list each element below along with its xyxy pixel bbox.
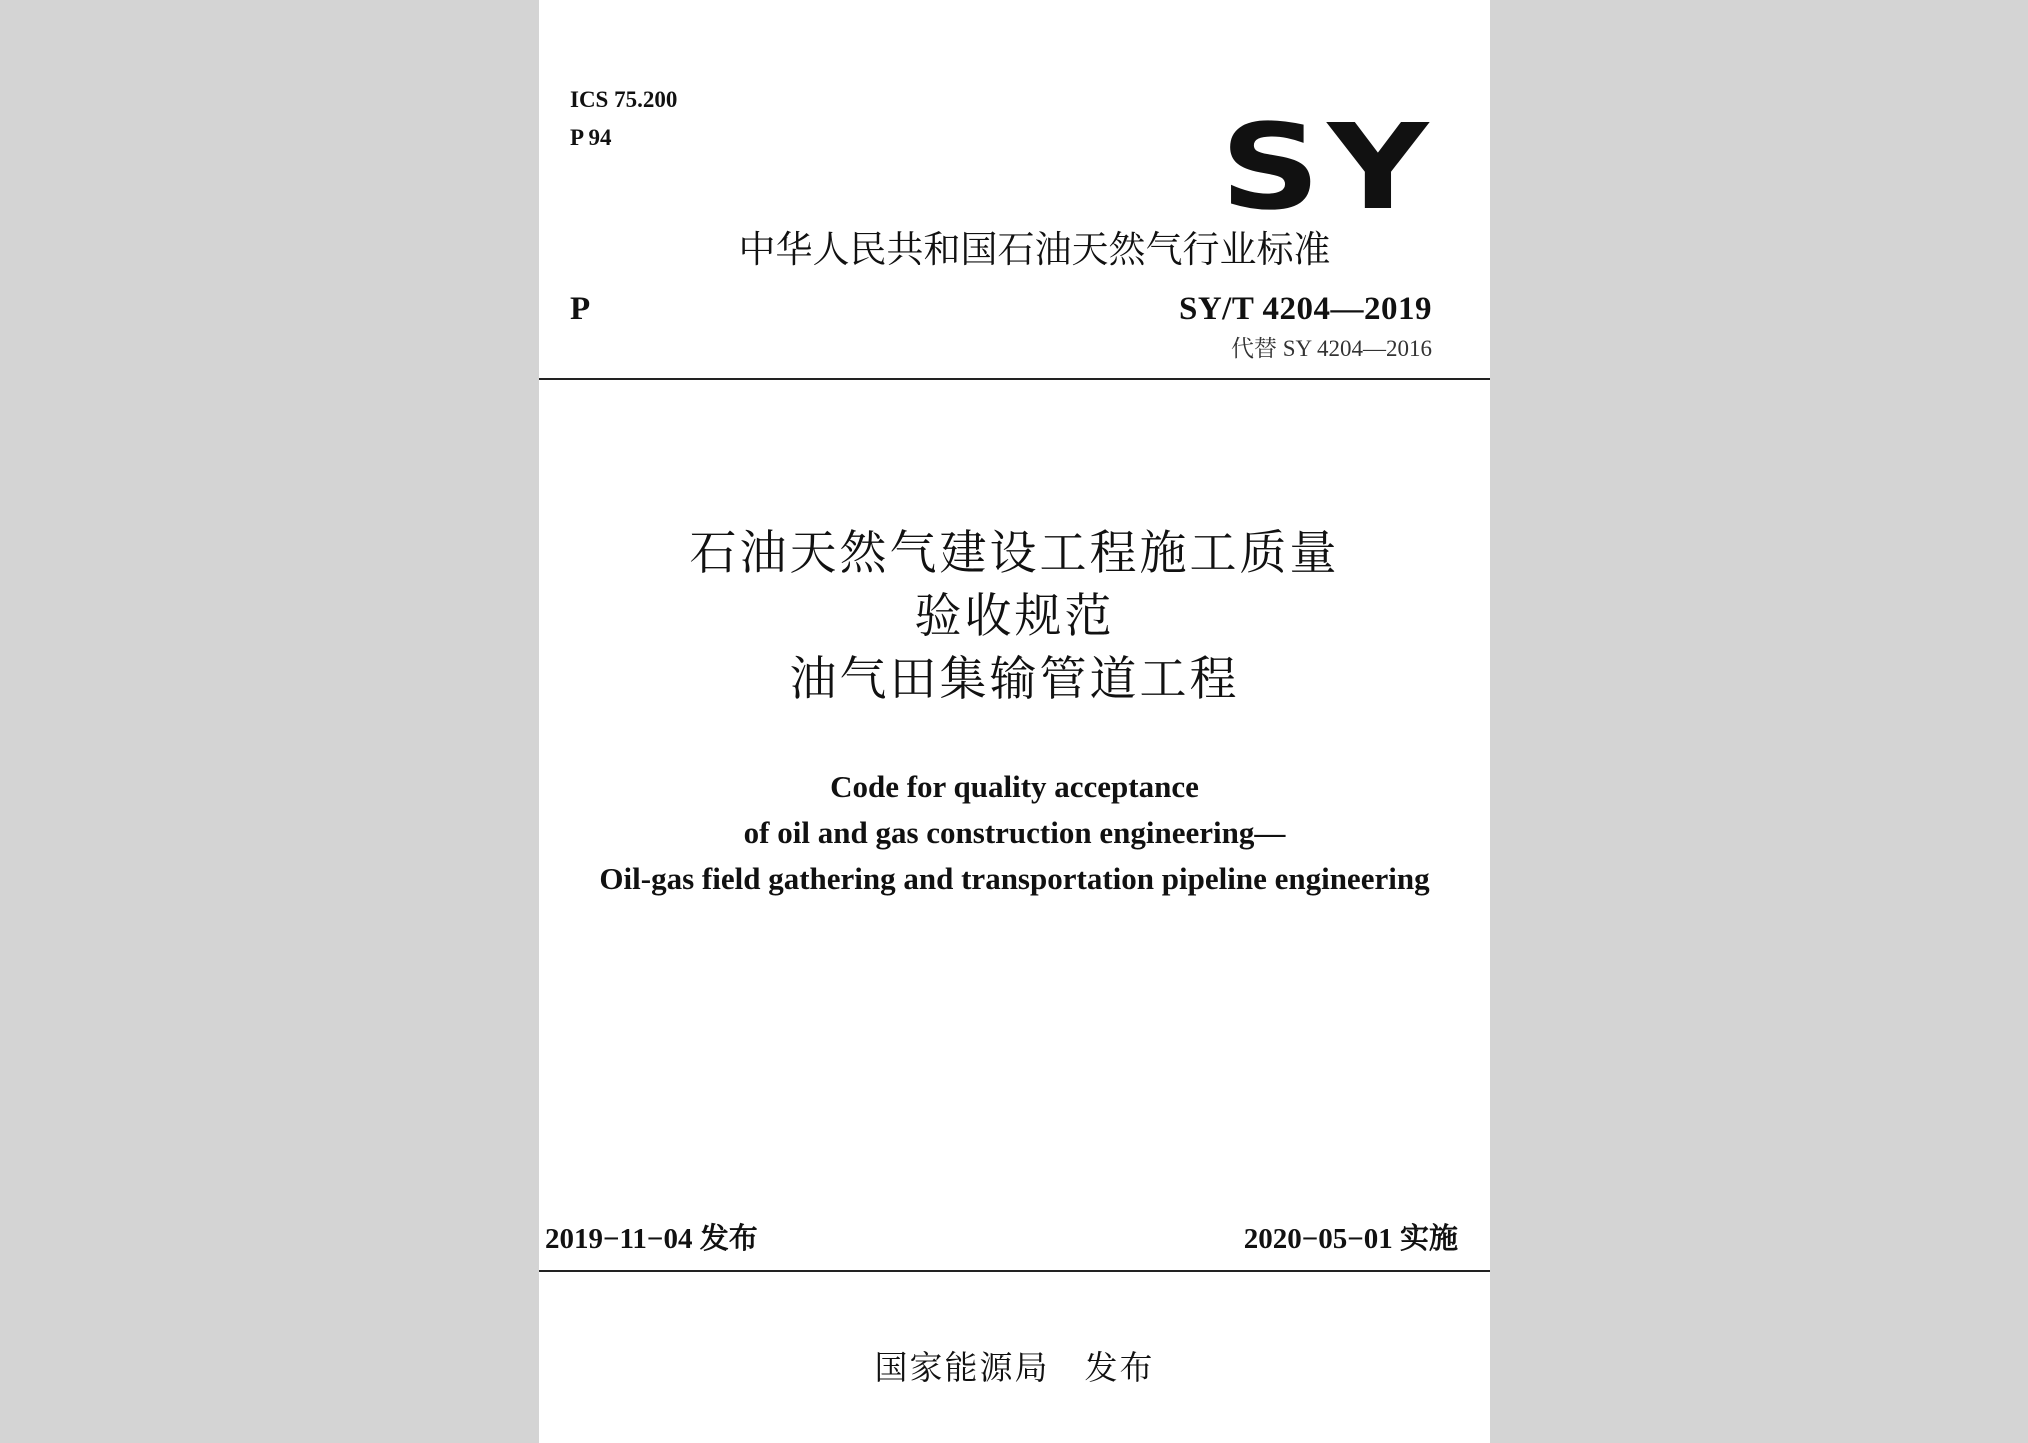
standard-cover-page: [539, 0, 1490, 1443]
publisher: 国家能源局 发布: [874, 1348, 1155, 1387]
chinese-title-line-1: 石油天然气建设工程施工质量: [689, 526, 1340, 581]
chinese-title: [539, 522, 1490, 711]
english-title-line-1: Code for quality acceptance: [830, 769, 1199, 804]
implementation-date: 2020−05−01 实施: [1243, 1223, 1458, 1255]
top-divider: [539, 378, 1490, 380]
sy-logo: SY: [1219, 98, 1435, 236]
ics-code: ICS 75.200: [570, 87, 678, 112]
category-letter: P: [570, 291, 591, 327]
replaces-note: 代替 SY 4204—2016: [1230, 336, 1432, 361]
classification-code: P 94: [570, 125, 612, 150]
english-title-line-2: of oil and gas construction engineering—: [743, 815, 1286, 850]
chinese-title-line-2: 验收规范: [914, 589, 1115, 644]
english-title-line-3: Oil-gas field gathering and transportation pipeline engineering: [599, 861, 1430, 896]
chinese-title-line-3: 油气田集输管道工程: [789, 652, 1240, 707]
english-title: [539, 764, 1490, 902]
bottom-divider: [539, 1270, 1490, 1272]
industry-standard-heading: 中华人民共和国石油天然气行业标准: [738, 228, 1331, 271]
standard-number: SY/T 4204—2019: [1178, 291, 1432, 327]
issue-date: 2019−11−04 发布: [545, 1223, 758, 1255]
